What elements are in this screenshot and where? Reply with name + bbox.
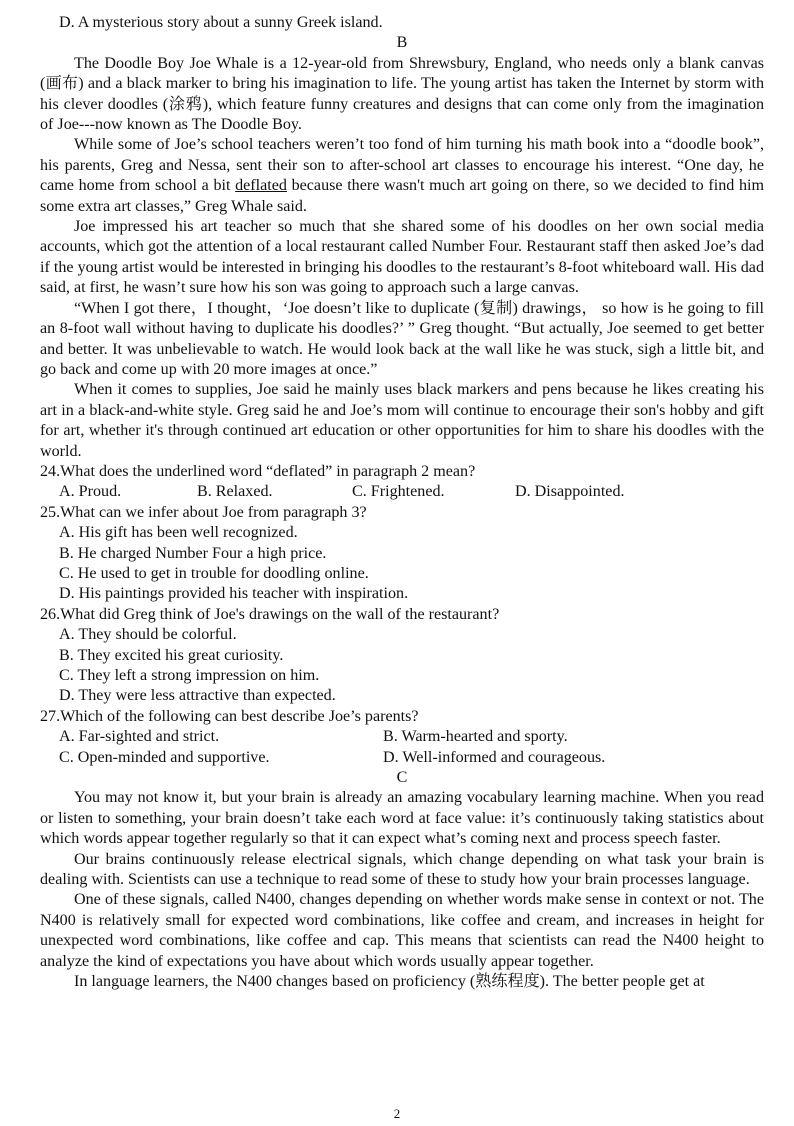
question-25-option-b: B. He charged Number Four a high price. [59, 544, 327, 562]
section-b-paragraph-3: Joe impressed his art teacher so much that she shared some of his doodles on her own social media accounts, which got the attention of a local restaurant called Number Four. Restaurant staff then asked Joe’s dad if the young artist would be interested in bringing his doodles to the restaurant’s 8-foot whiteboard wall. His dad said, at first, he wasn’t sure how his son was going to approach such a large canvas. [40, 218, 764, 297]
question-27-options-row-2 [40, 748, 764, 768]
section-b-paragraph-1: The Doodle Boy Joe Whale is a 12-year-old from Shrewsbury, England, who needs only a blank canvas (画布) and a black marker to bring his imagination to life. The young artist has taken the Internet by storm with his clever doodles (涂鸦), which feature funny creatures and designs that can come only from the imagination of Joe---now known as The Doodle Boy. [40, 54, 764, 134]
question-24-option-a: A. Proud. [59, 483, 122, 501]
question-27-option-d: D. Well-informed and courageous. [383, 748, 606, 766]
question-24-options [40, 482, 764, 502]
section-c-paragraph-4: In language learners, the N400 changes based on proficiency (熟练程度). The better people get at [74, 973, 705, 991]
section-b-paragraph-2 [40, 135, 764, 217]
question-26-stem: 26.What did Greg think of Joe's drawings on the wall of the restaurant? [40, 605, 500, 623]
question-27-stem: 27.Which of the following can best describe Joe’s parents? [40, 707, 419, 725]
question-25-option-a: A. His gift has been well recognized. [59, 524, 298, 542]
section-c-paragraph-3: One of these signals, called N400, changes depending on whether words make sense in context or not. The N400 is relatively small for expected word combinations, like coffee and cream, and increases in height for unexpected word combinations, like coffee and cap. This means that scientists can read the N400 height to analyze the kind of expectations you have about which words usually appear together. [40, 891, 764, 970]
question-26-option-d: D. They were less attractive than expected. [59, 687, 336, 705]
question-26-option-b: B. They excited his great curiosity. [59, 646, 284, 664]
question-27-option-b: B. Warm-hearted and sporty. [383, 728, 568, 746]
lead-option-line: D. A mysterious story about a sunny Greek island. [59, 14, 383, 31]
question-27-option-a: A. Far-sighted and strict. [59, 728, 220, 746]
question-24-option-d: D. Disappointed. [515, 483, 625, 501]
page-number: 2 [393, 1106, 401, 1121]
section-b-paragraph-4: “When I got there，I thought，‘Joe doesn’t like to duplicate (复制) drawings， so how is he going to fill an 8-foot wall without having to duplicate his doodles?’ ” Greg thought. “But actually, Joe seemed to get better and better. It was unbelievable to watch. He would look back at the wall like he was stuck, sigh a little bit, and go back and come up with 20 more images at once.” [40, 299, 764, 378]
question-27-option-c: C. Open-minded and supportive. [59, 748, 270, 766]
question-27-options-row-1 [40, 727, 764, 747]
question-24-stem: 24.What does the underlined word “deflated” in paragraph 2 mean? [40, 462, 476, 480]
question-24-option-b: B. Relaxed. [197, 483, 273, 501]
section-c-paragraph-1: You may not know it, but your brain is already an amazing vocabulary learning machine. When you read or listen to something, your brain doesn’t take each word at face value: it’s continuously taking statistics about which words appear together regularly so that it can expect what’s coming next and process speech faster. [40, 789, 764, 848]
question-26-option-c: C. They left a strong impression on him. [59, 667, 320, 684]
paragraph-2-text-a: While some of Joe’s school teachers weren’t too fond of him turning his math book into a “doodle book”, his parents, Greg and Nessa, sent their son to after-school art classes to encourage his interest. “One day, he came home from school a bit [40, 136, 764, 195]
question-25-stem: 25.What can we infer about Joe from paragraph 3? [40, 503, 367, 521]
question-26-option-a: A. They should be colorful. [59, 626, 237, 644]
page-content [40, 13, 764, 993]
section-b-paragraph-5: When it comes to supplies, Joe said he mainly uses black markers and pens because he likes creating his art in a black-and-white style. Greg said he and Joe’s mom will continue to encourage their son's hobby and gift for art, whether it's through continued art education or other opportunities for him to share his doodles with the world. [40, 381, 764, 460]
section-c-heading: C [396, 769, 408, 787]
paragraph-2-text-b: because there wasn't much art going on there, so we decided to find him some extra art classes,” Greg Whale said. [40, 177, 764, 215]
underlined-word-deflated: deflated [235, 177, 287, 195]
question-25-option-d: D. His paintings provided his teacher with inspiration. [59, 585, 409, 603]
question-25-option-c: C. He used to get in trouble for doodling online. [59, 564, 369, 582]
section-b-heading: B [396, 34, 408, 52]
section-c-paragraph-2: Our brains continuously release electrical signals, which change depending on what task your brain is dealing with. Scientists can use a technique to read some of these to study how your brain processes language. [40, 850, 764, 889]
question-24-option-c: C. Frightened. [352, 483, 445, 501]
